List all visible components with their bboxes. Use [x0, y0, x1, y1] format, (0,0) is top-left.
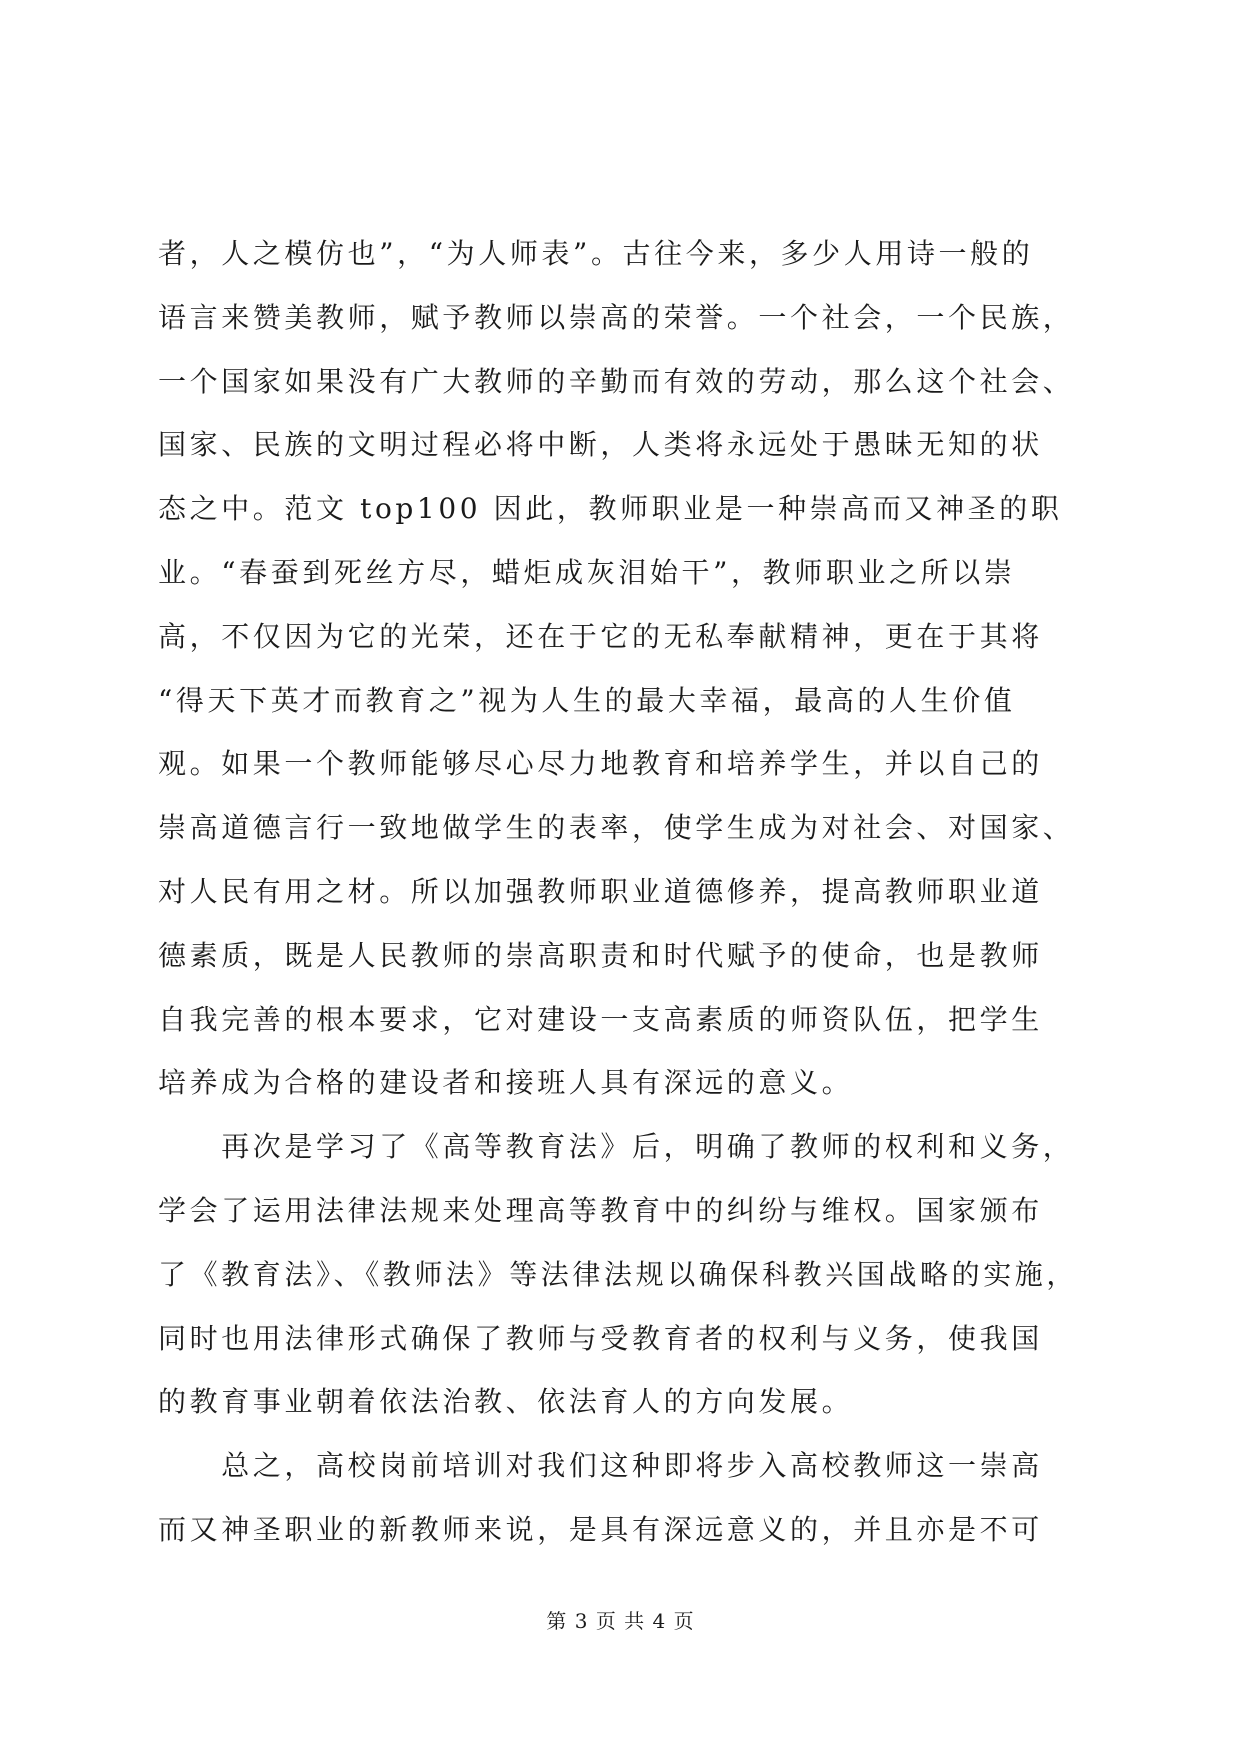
- text-line: 对人民有用之材。所以加强教师职业道德修养，提高教师职业道: [158, 874, 1043, 908]
- text-line: 的教育事业朝着依法治教、依法育人的方向发展。: [158, 1385, 854, 1419]
- text-line: 一个国家如果没有广大教师的辛勤而有效的劳动，那么这个社会、: [158, 364, 1075, 398]
- text-line: “得天下英才而教育之”视为人生的最大幸福，最高的人生价值: [158, 683, 1016, 717]
- paragraph-start-line: 再次是学习了《高等教育法》后，明确了教师的权利和义务，: [158, 1130, 1075, 1164]
- text-line: 业。“春蚕到死丝方尽，蜡炬成灰泪始干”，教师职业之所以崇: [158, 555, 1016, 589]
- text-line: 同时也用法律形式确保了教师与受教育者的权利与义务，使我国: [158, 1321, 1043, 1355]
- text-line: 态之中。范文 top100 因此，教师职业是一种崇高而又神圣的职: [158, 492, 1063, 526]
- paragraph-start-line: 总之，高校岗前培训对我们这种即将步入高校教师这一崇高: [158, 1449, 1043, 1483]
- text-line: 自我完善的根本要求，它对建设一支高素质的师资队伍，把学生: [158, 1002, 1043, 1036]
- text-line: 高，不仅因为它的光荣，还在于它的无私奉献精神，更在于其将: [158, 619, 1043, 653]
- text-line: 观。如果一个教师能够尽心尽力地教育和培养学生，并以自己的: [158, 747, 1043, 781]
- document-body: [158, 222, 1118, 1562]
- text-line: 语言来赞美教师，赋予教师以崇高的荣誉。一个社会，一个民族，: [158, 300, 1075, 334]
- text-line: 了《教育法》、《教师法》等法律法规以确保科教兴国战略的实施，: [158, 1257, 1079, 1291]
- text-line: 德素质，既是人民教师的崇高职责和时代赋予的使命，也是教师: [158, 938, 1043, 972]
- text-line: 者，人之模仿也”，“为人师表”。古往今来，多少人用诗一般的: [158, 237, 1034, 270]
- text-line: 而又神圣职业的新教师来说，是具有深远意义的，并且亦是不可: [158, 1512, 1043, 1546]
- text-line: 学会了运用法律法规来处理高等教育中的纠纷与维权。国家颁布: [158, 1193, 1043, 1227]
- text-line: 崇高道德言行一致地做学生的表率，使学生成为对社会、对国家、: [158, 811, 1075, 845]
- text-line: 培养成为合格的建设者和接班人具有深远的意义。: [158, 1066, 854, 1100]
- text-line: 国家、民族的文明过程必将中断，人类将永远处于愚昧无知的状: [158, 428, 1043, 462]
- page-number-footer: 第 3 页 共 4 页: [546, 1609, 695, 1633]
